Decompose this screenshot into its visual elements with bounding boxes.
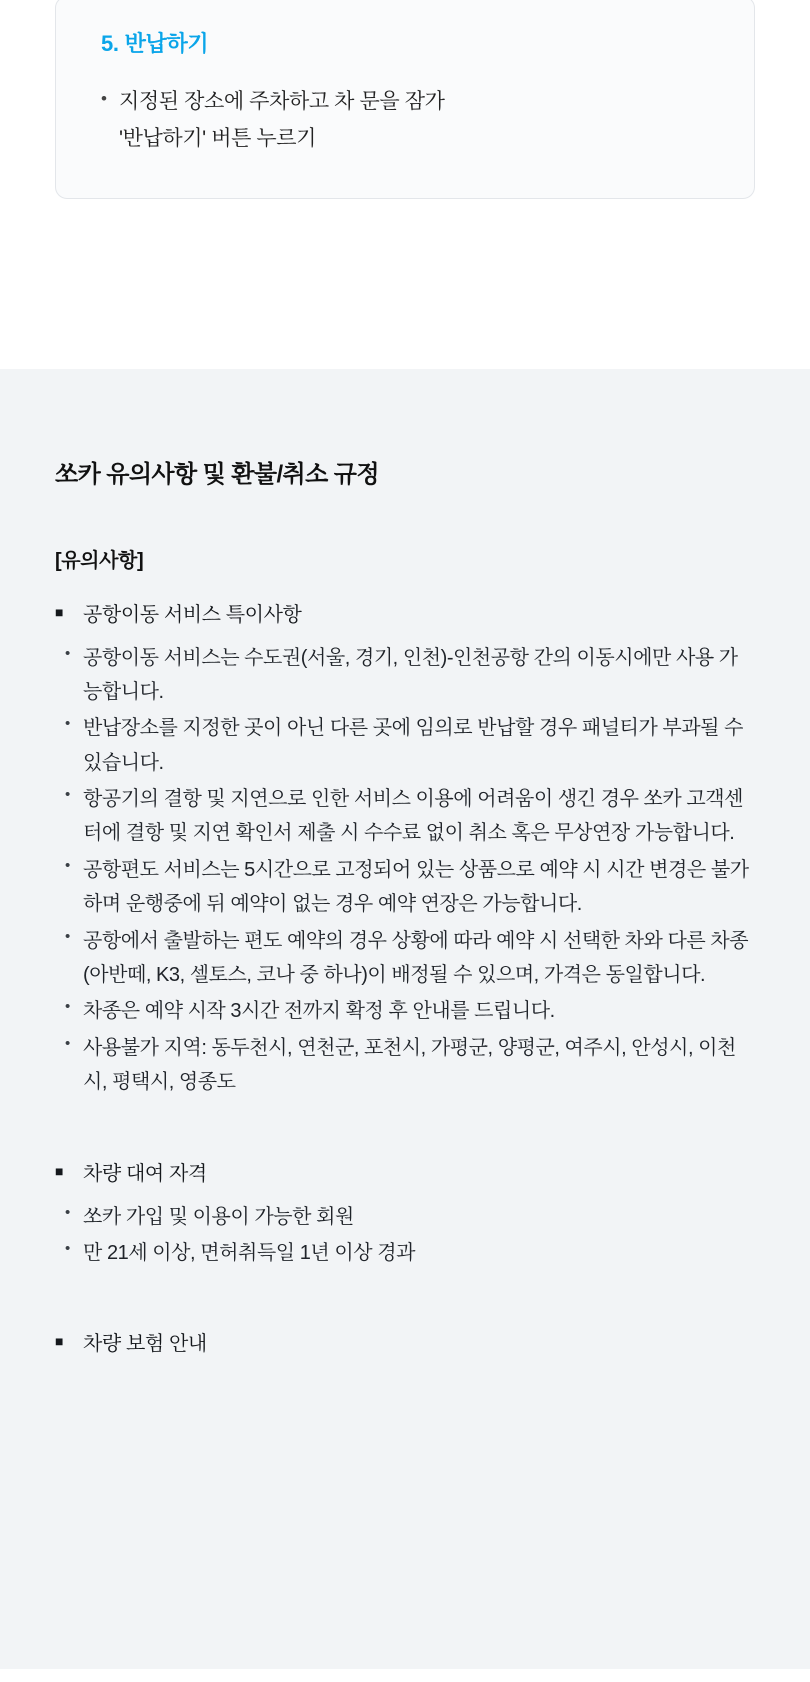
bullet-dot-icon: • [65, 1239, 70, 1257]
section-spacer [0, 199, 810, 369]
list-item [55, 782, 755, 851]
notice-subsection-label: [유의사항] [55, 549, 144, 572]
list-item [55, 994, 755, 1028]
list-item [55, 853, 755, 922]
group-spacer [55, 1272, 755, 1328]
list-item-text: 쏘카 가입 및 이용이 가능한 회원 [83, 1205, 354, 1228]
list-item [55, 711, 755, 780]
list-item [55, 641, 755, 710]
notice-group [55, 1328, 755, 1360]
list-item [55, 1200, 755, 1234]
list-item-text: 공항편도 서비스는 5시간으로 고정되어 있는 상품으로 예약 시 시간 변경은 불가하며 운행중에 뒤 예약이 없는 경우 예약 연장은 가능합니다. [83, 858, 749, 916]
notice-title: 쏘카 유의사항 및 환불/취소 규정 [55, 460, 379, 488]
bullet-dot-icon: • [65, 786, 70, 804]
step-bullet-line-2: '반납하기' 버튼 누르기 [119, 126, 317, 150]
bullet-dot-icon: • [65, 998, 70, 1016]
bullet-dot-icon: • [65, 927, 70, 945]
notice-group [55, 599, 755, 1100]
bullet-dot-icon: • [65, 1034, 70, 1052]
list-item-text: 공항에서 출발하는 편도 예약의 경우 상황에 따라 예약 시 선택한 차와 다른 차종(아반떼, K3, 셀토스, 코나 중 하나)이 배정될 수 있으며, 가격은 동일합니다. [83, 929, 749, 987]
list-item-text: 만 21세 이상, 면허취득일 1년 이상 경과 [83, 1241, 415, 1264]
bullet-dot-icon: • [101, 89, 107, 108]
notice-group-heading-text: 공항이동 서비스 특이사항 [83, 603, 302, 626]
square-marker-icon: ■ [55, 603, 64, 620]
notice-section [0, 369, 810, 1669]
notice-group-heading-text: 차량 보험 안내 [83, 1333, 207, 1356]
notice-group-heading-text: 차량 대여 자격 [83, 1162, 207, 1185]
notice-group-heading [55, 1158, 755, 1190]
list-item [55, 1031, 755, 1100]
notice-group [55, 1158, 755, 1271]
bullet-dot-icon: • [65, 644, 70, 662]
notice-group-heading [55, 1328, 755, 1360]
step-card [55, 0, 755, 199]
list-item-text: 차종은 예약 시작 3시간 전까지 확정 후 안내를 드립니다. [83, 1000, 555, 1023]
bullet-dot-icon: • [65, 1203, 70, 1221]
notice-group-heading [55, 599, 755, 631]
list-item-text: 공항이동 서비스는 수도권(서울, 경기, 인천)-인천공항 간의 이동시에만 사용 가능합니다. [83, 646, 738, 703]
step-bullet-line-1: 지정된 장소에 주차하고 차 문을 잠가 [119, 90, 445, 113]
step-title-text: 반납하기 [124, 31, 209, 56]
list-item [55, 924, 755, 993]
step-card-section [0, 0, 810, 199]
square-marker-icon: ■ [55, 1333, 64, 1350]
group-spacer [55, 1102, 755, 1158]
list-item-text: 항공기의 결항 및 지연으로 인한 서비스 이용에 어려움이 생긴 경우 쏘카 고객센터에 결항 및 지연 확인서 제출 시 수수료 없이 취소 혹은 무상연장 가능합니다. [83, 788, 744, 845]
bullet-dot-icon: • [65, 856, 70, 874]
step-bullet-row [101, 84, 709, 158]
list-item [55, 1236, 755, 1270]
list-item-text: 반납장소를 지정한 곳이 아닌 다른 곳에 임의로 반납할 경우 패널티가 부과될 수 있습니다. [83, 717, 744, 774]
list-item-text: 사용불가 지역: 동두천시, 연천군, 포천시, 가평군, 양평군, 여주시, 안성시, 이천시, 평택시, 영종도 [83, 1036, 736, 1094]
bullet-dot-icon: • [65, 715, 70, 733]
step-card-title [101, 27, 709, 58]
square-marker-icon: ■ [55, 1162, 64, 1179]
step-number: 5. [101, 31, 119, 56]
